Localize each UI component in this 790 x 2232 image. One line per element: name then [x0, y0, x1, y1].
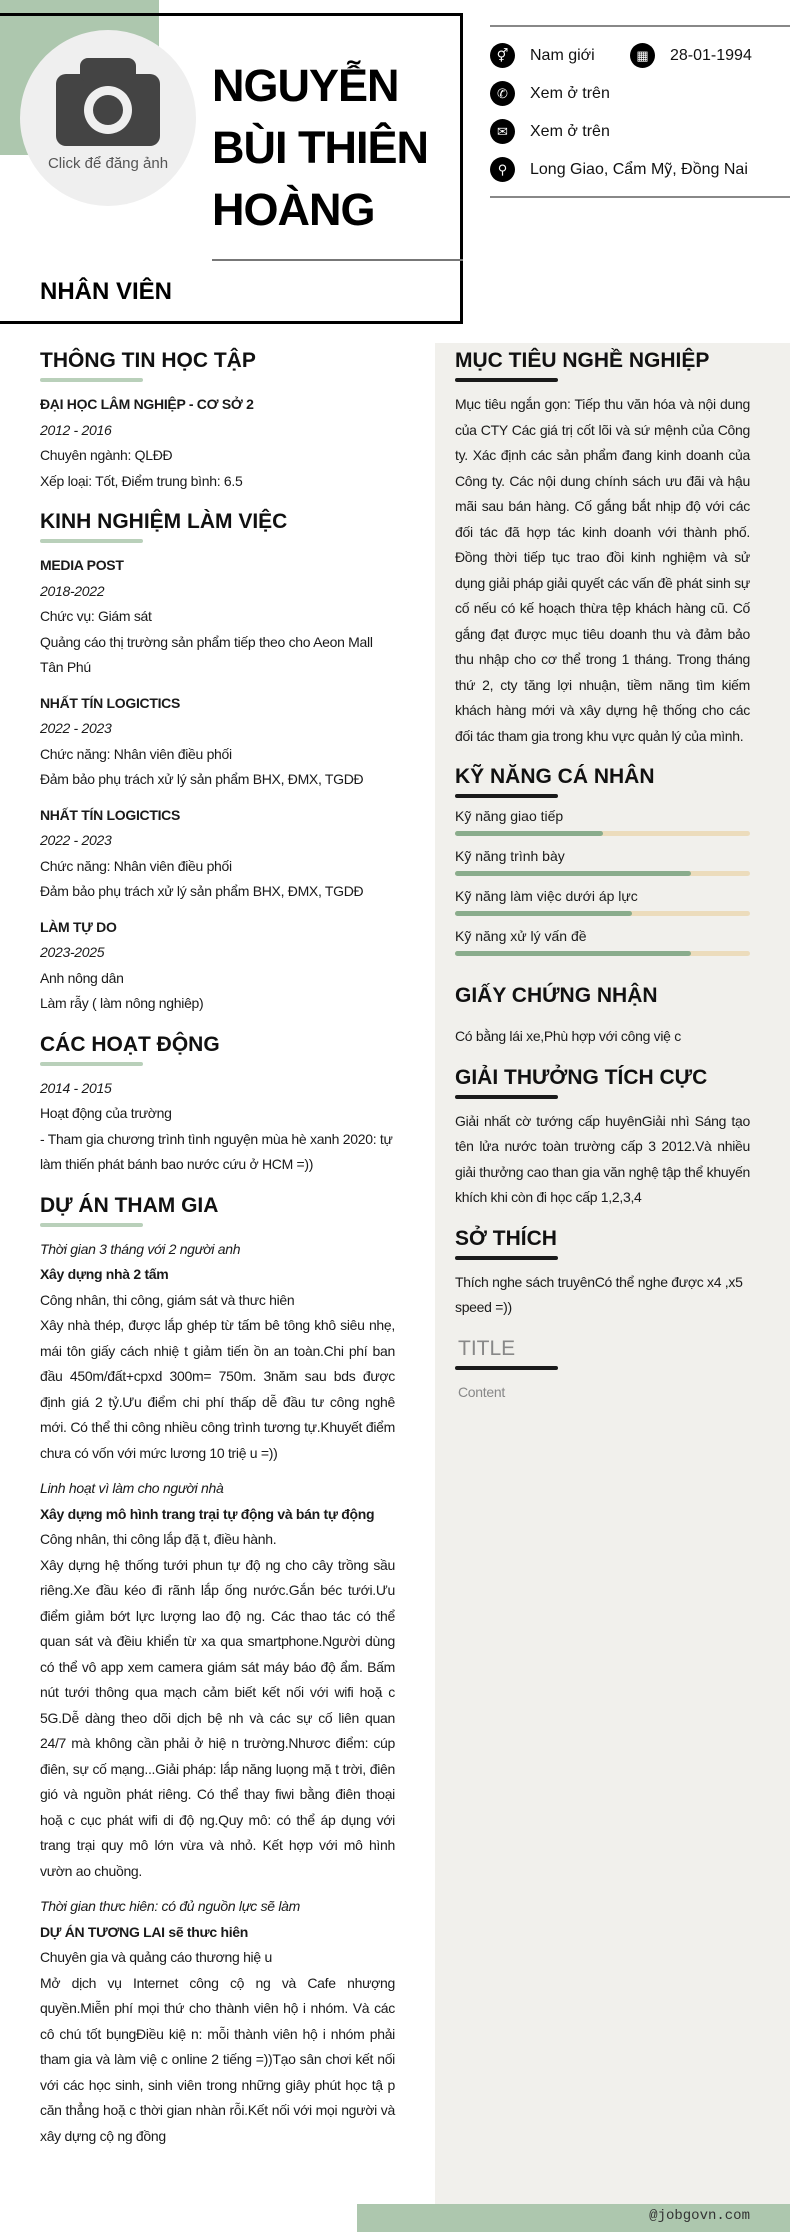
exp-desc: Quảng cáo thị trường sản phẩm tiếp theo cho Aeon Mall Tân Phú	[40, 633, 373, 675]
skill-name: Kỹ năng làm việc dưới áp lực	[455, 888, 638, 904]
experience-section	[40, 510, 395, 1027]
job-position: NHÂN VIÊN	[40, 278, 173, 305]
role: Anh nông dân	[40, 969, 124, 986]
title-underline	[455, 794, 558, 798]
project-desc: Xây dựng hệ thống tưới phun tự độ ng cho cây trồng sầu riêng.Xe đầu kéo đi rãnh lắp ống nước.Gắn béc tưới.Ưu điểm giảm bớt lực lượng lao độ ng. Các thao tác có thể quan sát và đềiu khiển từ xa qua smartphone.Người dùng có thể vô app xem camera giám sát máy báo độ ẩm. Bấm nút tưới thông qua mạch cảm biết kết nối với wifi hoặ c 5G.Dễ dàng theo dõi dịch bệ nh và các sự cố liên quan 24/7 mà không cần phải ở hiệ n trường.Nhươc điểm: cúp điên, sự cố mạng...Giải pháp: lắp năng luọng mặ t trời, điên gió và nguồn phát riêng. Có thể thay fiwi bằng điên thoại hoặ c cục phát wifi di độ ng.Quy mô: có thể áp dụng với trang trại quy mô lớn vừa và nhỏ. Kết hợp với mô hình vườn ao chuồng.	[40, 1556, 395, 1879]
role: Chức vụ: Giám sát	[40, 608, 152, 624]
skill-bar	[455, 831, 750, 836]
experience-item	[40, 691, 395, 803]
project-role: Công nhân, thi công lắp đặ t, điều hành.	[40, 1531, 277, 1547]
project-item	[40, 1476, 395, 1894]
projects-section	[40, 1194, 395, 2150]
contact-info	[490, 25, 790, 198]
project-item	[40, 1894, 395, 2149]
objective-section	[455, 349, 750, 749]
skill-bar-fill	[455, 951, 691, 956]
email-icon: ✉	[490, 119, 515, 144]
exp-time: 2022 - 2023	[40, 832, 112, 848]
grade: Xếp loại: Tốt, Điểm trung bình: 6.5	[40, 472, 243, 489]
activities-section	[40, 1033, 395, 1178]
title-underline	[40, 378, 143, 382]
skill-bar-fill	[455, 871, 691, 876]
company: NHẤT TÍN LOGICTICS	[40, 694, 181, 711]
exp-desc: Đảm bảo phụ trách xử lý sản phẩm BHX, ĐMX, TGDĐ	[40, 883, 364, 899]
section-title: SỞ THÍCH	[455, 1226, 557, 1250]
spacer	[40, 905, 395, 915]
title-underline	[455, 1366, 558, 1370]
spacer	[40, 681, 395, 691]
activity-desc: - Tham gia chương trình tình nguyện mùa hè xanh 2020: tự làm thiến phát bánh bao nước cứu ở HCM =))	[40, 1130, 393, 1172]
major: Chuyên ngành: QLĐĐ	[40, 447, 173, 463]
experience-item	[40, 915, 395, 1027]
experience-item	[40, 803, 395, 915]
skills-section	[455, 765, 750, 956]
full-name	[212, 55, 428, 241]
name-line-2: BÙI THIÊN	[212, 122, 428, 173]
section-title: GIẤY CHỨNG NHẬN	[455, 984, 658, 1007]
company: MEDIA POST	[40, 557, 124, 573]
name-line-3: HOÀNG	[212, 184, 375, 235]
title-underline	[455, 1095, 558, 1099]
objective-text: Mục tiêu ngắn gọn: Tiếp thu văn hóa và nội dung của CTY Các giá trị cốt lõi và sứ mệnh của Công ty. Xác định các sản phẩm đang kinh doanh của Công ty. Các nội dung chính sách ưu đãi và hậu mãi sau bán hàng. Cố gắng bắt nhịp độ với các đối tác đã hợp tác kinh doanh với thành phố. Đồng thời tiếp tục trao đồi kinh nghiệm và sử dụng giải pháp giải quyết các vấn đề phát sinh sự cố nếu có kế hoạch thừa tệp khách hàng cũ. Cố gắng đạt được mục tiêu doanh thu và đảm bảo thu nhập cho cơ thể trong 1 tháng. Trong tháng thứ 2, cty tăng lợi nhuận, tiềm năng tìm kiếm khách hàng mới và xây dựng hệ thống cho các đối tác tham gia trong khu vực quản lý của mình.	[455, 396, 750, 744]
company: LÀM TỰ DO	[40, 918, 117, 935]
skill-bar	[455, 871, 750, 876]
custom-content[interactable]: Content	[458, 1383, 505, 1400]
company: NHẤT TÍN LOGICTICS	[40, 806, 181, 823]
custom-section[interactable]	[455, 1337, 750, 1406]
project-role: Công nhân, thi công, giám sát và thưc hiên	[40, 1291, 295, 1308]
project-desc: Mở dịch vụ Internet công cộ ng và Cafe nhượng quyền.Miễn phí mọi thứ cho thành viên hộ i nhóm. Và các cô chú tốt bụngĐiều kiệ n: mỗi thành viên hộ i nhóm phải tham gia và làm việ c online 2 tiếng =))Tạo sân chơi kết nối với các học sinh, sinh viên trong những giây phút học tậ p căn thẳng hoặ c thời gian nhàn rỗi.Kết nối với mọi người và xây dựng cộ ng đồng	[40, 1974, 395, 2144]
skill-bar	[455, 951, 750, 956]
spacer	[40, 793, 395, 803]
title-underline	[40, 1223, 143, 1227]
project-name: Xây dựng mô hình trang trại tự động và bán tự động	[40, 1505, 375, 1522]
role: Chức năng: Nhân viên điều phối	[40, 745, 232, 762]
skill-name: Kỹ năng giao tiếp	[455, 808, 564, 824]
project-name: DỰ ÁN TƯƠNG LAI sẽ thưc hiên	[40, 1923, 249, 1940]
section-title: CÁC HOẠT ĐỘNG	[40, 1032, 220, 1056]
education-section	[40, 349, 395, 494]
activity-org: Hoạt động của trường	[40, 1105, 172, 1121]
section-title: GIẢI THƯỞNG TÍCH CỰC	[455, 1065, 708, 1089]
experience-item	[40, 553, 395, 691]
title-underline	[40, 1062, 143, 1066]
dob: 28-01-1994	[670, 46, 752, 64]
section-title: MỤC TIÊU NGHỀ NGHIỆP	[455, 349, 710, 372]
avatar-label: Click để đăng ảnh	[47, 155, 169, 172]
activity-time: 2014 - 2015	[40, 1079, 112, 1096]
project-desc: Xây nhà thép, được lắp ghép từ tấm bê tông khô siêu nhẹ, mái tôn giấy cách nhiệ t giảm tiến ồn an toàn.Chi phí ban đầu 450m/đất+cpxd 300m= 750m. 3năm sau bds được định giá 2 tỷ.Ưu điểm chi phí thấp dễ đầu tư công nghê mới. Có thể thi công nhiều công trình tương tự.Khuyết điểm chưa có vốn với mức lương 10 triệ u =))	[40, 1317, 395, 1461]
right-column	[455, 343, 750, 1405]
name-line-1: NGUYỄN	[212, 60, 399, 111]
exp-desc: Làm rẫy ( làm nông nghiêp)	[40, 995, 204, 1011]
gender-icon: ⚥	[490, 43, 515, 68]
project-time: Thời gian 3 tháng với 2 người anh	[40, 1240, 241, 1257]
phone: Xem ở trên	[530, 84, 610, 102]
project-item	[40, 1237, 395, 1477]
spacer	[40, 1017, 395, 1027]
skill-name: Kỹ năng trình bày	[455, 848, 565, 864]
avatar-upload[interactable]	[20, 30, 196, 206]
certificates-text: Có bằng lái xe,Phù hợp với công việ c	[455, 1028, 681, 1044]
exp-time: 2022 - 2023	[40, 720, 112, 736]
brand-watermark: @jobgovn.com	[649, 2208, 750, 2224]
project-time: Thời gian thưc hiên: có đủ nguồn lực sẽ làm	[40, 1898, 301, 1914]
exp-time: 2023-2025	[40, 944, 105, 960]
left-column	[40, 343, 395, 2149]
location-icon: ⚲	[490, 157, 515, 182]
project-time: Linh hoạt vì làm cho người nhà	[40, 1480, 224, 1496]
hobbies-text: Thích nghe sách truyênCó thể nghe được x4 ,x5 speed =))	[455, 1273, 743, 1315]
divider	[212, 259, 463, 261]
section-title: THÔNG TIN HỌC TẬP	[40, 349, 256, 372]
spacer	[40, 1884, 395, 1894]
exp-time: 2018-2022	[40, 582, 105, 599]
skill-name: Kỹ năng xử lý vấn đề	[455, 928, 587, 944]
project-name: Xây dựng nhà 2 tấm	[40, 1266, 169, 1282]
section-title: KỸ NĂNG CÁ NHÂN	[455, 765, 655, 788]
certificates-section	[455, 984, 750, 1050]
camera-icon	[56, 56, 160, 146]
phone-icon: ✆	[490, 81, 515, 106]
skill-bar-fill	[455, 911, 632, 916]
exp-desc: Đảm bảo phụ trách xử lý sản phẩm BHX, ĐMX, TGDĐ	[40, 771, 364, 787]
custom-title[interactable]: TITLE	[458, 1336, 516, 1360]
gender: Nam giới	[530, 46, 595, 64]
role: Chức năng: Nhân viên điều phối	[40, 857, 232, 874]
title-underline	[455, 1256, 558, 1260]
skill-bar	[455, 911, 750, 916]
edu-time: 2012 - 2016	[40, 421, 112, 438]
project-role: Chuyên gia và quảng cáo thương hiệ u	[40, 1949, 272, 1965]
awards-section	[455, 1066, 750, 1211]
spacer	[40, 1466, 395, 1476]
calendar-icon: ▦	[630, 43, 655, 68]
title-underline	[455, 378, 558, 382]
section-title: DỰ ÁN THAM GIA	[40, 1193, 219, 1217]
awards-text: Giải nhất cờ tướng cấp huyênGiải nhì Sáng tạo tên lửa nước toàn trường cấp 3 2012.Và nhiều giải thưởng cao than gia văn nghệ tập thể khuyến khích khi còn đi học cấp 1,2,3,4	[455, 1112, 750, 1205]
section-title: KINH NGHIỆM LÀM VIỆC	[40, 510, 288, 533]
skill-bar-fill	[455, 831, 603, 836]
title-underline	[40, 539, 143, 543]
hobbies-section	[455, 1227, 750, 1321]
email: Xem ở trên	[530, 122, 610, 140]
school: ĐẠI HỌC LÂM NGHIỆP - CƠ SỞ 2	[40, 396, 254, 412]
footer-bar	[357, 2204, 790, 2232]
address: Long Giao, Cẩm Mỹ, Đồng Nai	[530, 160, 748, 178]
